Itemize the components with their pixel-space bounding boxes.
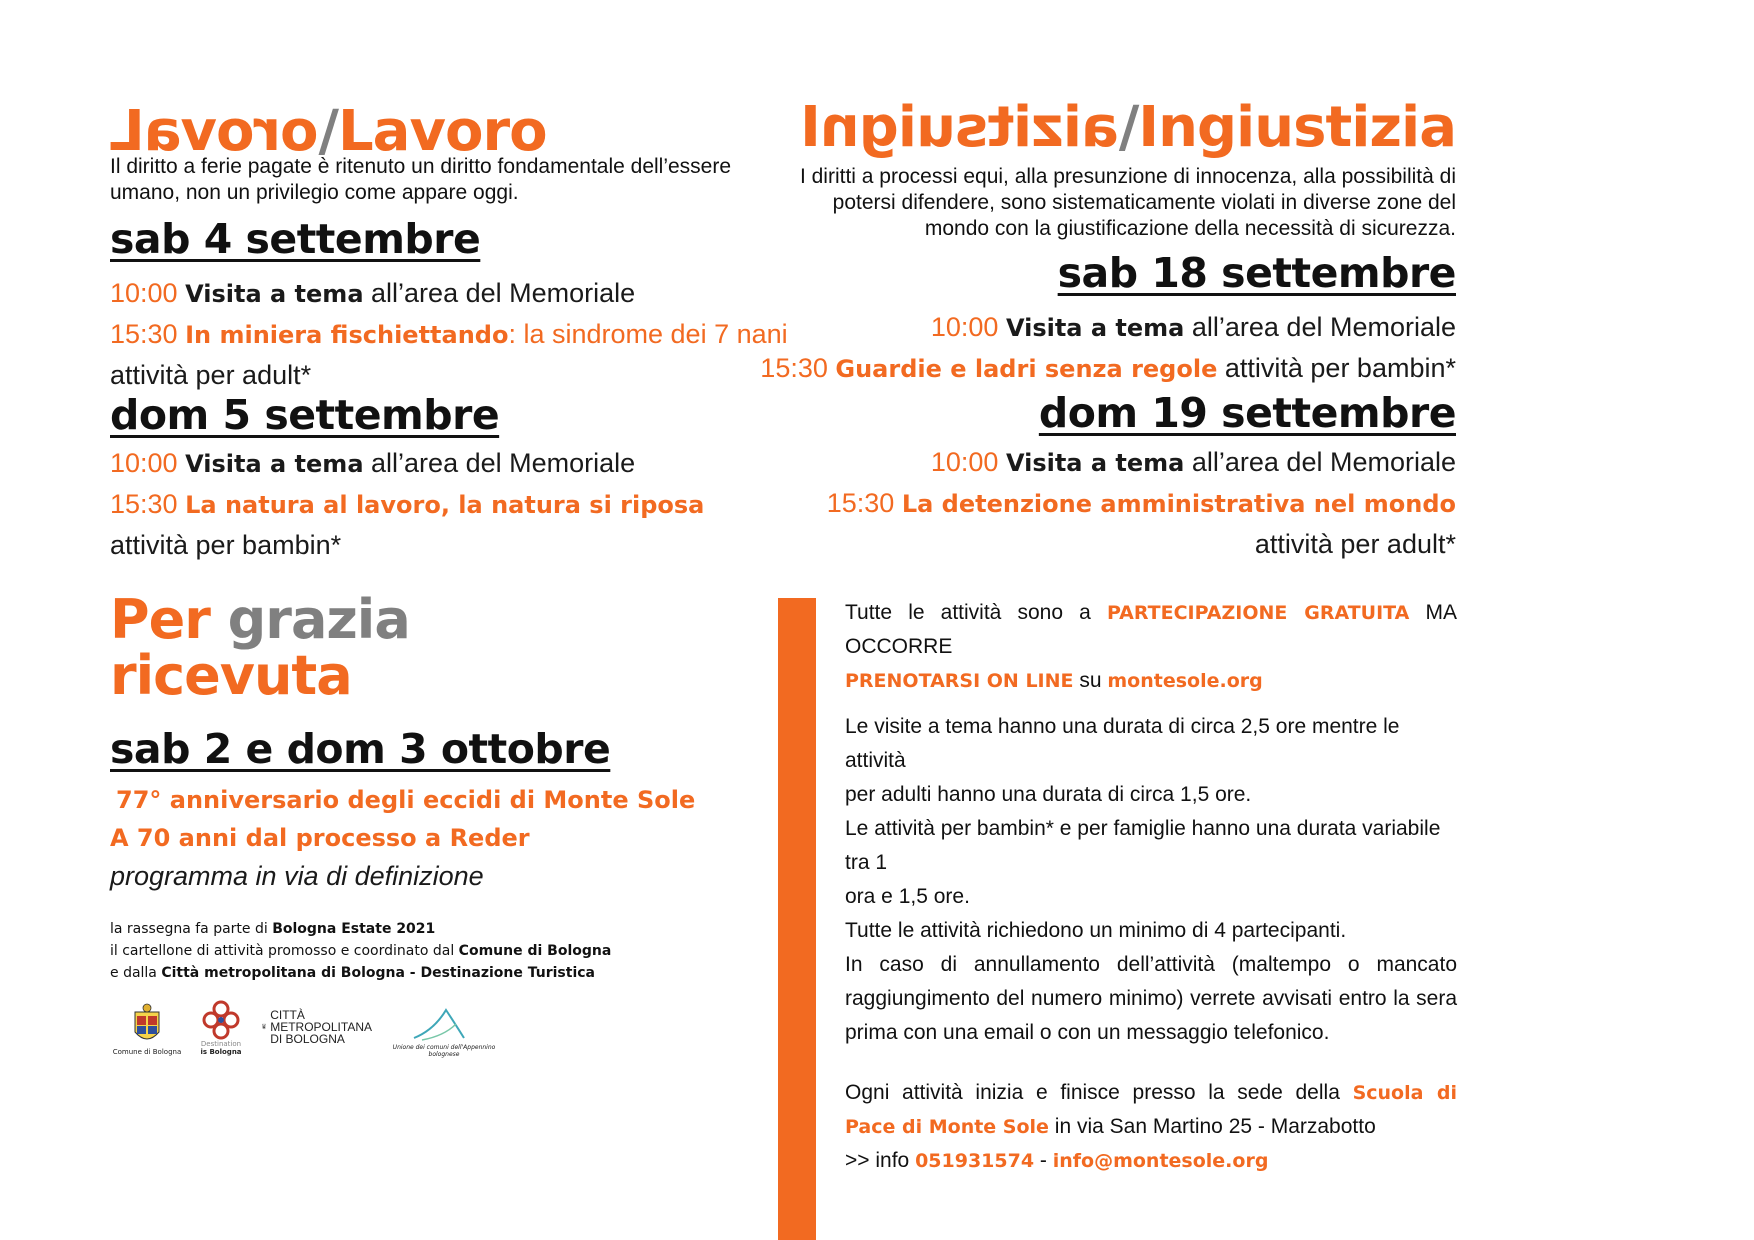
info-line: ora e 1,5 ore.	[845, 885, 970, 908]
title-word: ricevuta	[110, 644, 352, 707]
intro-line: I diritti a processi equi, alla presunzione di innocenza, alla possibilità di	[799, 165, 1456, 188]
credit-bold: Bologna Estate 2021	[272, 921, 436, 937]
info-line: Le visite a tema hanno una durata di circa 2,5 ore mentre le attività	[845, 715, 1400, 772]
logo-citta-metropolitana	[262, 1002, 372, 1052]
citta-line: CITTÀ	[270, 1008, 305, 1022]
event-title: Visita a tema	[1005, 314, 1185, 342]
credit-line	[110, 962, 611, 984]
event-item	[110, 484, 704, 525]
info-line: per adulti hanno una durata di circa 1,5 ore.	[845, 783, 1252, 806]
info-text: >> info	[845, 1149, 916, 1172]
citta-text	[270, 1009, 372, 1045]
credit-text: il cartellone di attività promosso e coordinato dal	[110, 943, 459, 959]
info-line	[845, 1110, 1457, 1144]
title-mirror: orovaL	[110, 99, 319, 164]
intro-line: potersi difendere, sono sistematicamente violati in diverse zone del	[832, 191, 1456, 214]
event-list	[827, 442, 1456, 564]
website-link[interactable]: montesole.org	[1107, 670, 1263, 692]
info-highlight: Pace di Monte Sole	[845, 1116, 1049, 1138]
event-line: A 70 anni dal processo a Reder	[110, 824, 530, 852]
event-item	[110, 443, 704, 484]
logo-caption: Destination	[200, 1040, 242, 1048]
info-text: MA OCCORRE	[845, 601, 1457, 658]
event-rest: all’area del Memoriale	[1191, 312, 1456, 342]
event-time: 10:00	[110, 448, 178, 478]
citta-line: METROPOLITANA	[270, 1020, 372, 1034]
title-word: Per	[110, 588, 210, 651]
credit-line	[110, 940, 611, 962]
coat-of-arms-icon	[127, 1002, 167, 1048]
destination-flower-icon	[199, 1000, 243, 1040]
mountain-wave-icon	[394, 1000, 494, 1044]
credit-text: e dalla	[110, 965, 162, 981]
logo-caption: Comune di Bologna	[112, 1048, 182, 1056]
date-heading: sab 18 settembre	[1057, 249, 1456, 297]
title-word: Ingiustizia	[1138, 95, 1456, 160]
event-line: 77° anniversario degli eccidi di Monte Sole	[116, 786, 696, 814]
event-item	[827, 442, 1456, 483]
event-time: 10:00	[930, 447, 999, 477]
info-line	[845, 1144, 1457, 1178]
info-line: prima con una email o con un messaggio telefonico.	[845, 1021, 1330, 1044]
citta-line: DI BOLOGNA	[270, 1032, 345, 1046]
info-line: In caso di annullamento dell’attività (maltempo o mancato	[845, 953, 1457, 976]
info-text: in via San Martino 25 - Marzabotto	[1048, 1115, 1376, 1138]
info-text: Ogni attività inizia e finisce presso la sede della	[845, 1081, 1353, 1104]
phone-link[interactable]: 051931574	[915, 1150, 1035, 1172]
intro-line: mondo con la giustificazione della necessità di sicurezza.	[924, 217, 1456, 240]
info-box	[845, 596, 1457, 1178]
info-paragraph	[845, 1076, 1457, 1178]
date-heading: dom 5 settembre	[110, 391, 500, 439]
info-text: -	[1034, 1149, 1053, 1172]
event-title: Visita a tema	[1005, 449, 1185, 477]
logo-destination-bologna	[196, 1000, 246, 1062]
title-separator: /	[318, 99, 338, 164]
info-line: raggiungimento del numero minimo) verrete avvisati entro la sera	[845, 987, 1457, 1010]
event-rest: all’area del Memoriale	[371, 278, 636, 308]
info-highlight: PARTECIPAZIONE GRATUITA	[1106, 602, 1410, 624]
info-highlight: PRENOTARSI ON LINE	[845, 670, 1074, 692]
event-title: Guardie e ladri senza regole	[835, 355, 1218, 383]
title-word: grazia	[227, 588, 410, 651]
event-title: La natura al lavoro, la natura si riposa	[185, 491, 705, 519]
intro-lavoro	[110, 154, 731, 206]
event-item	[760, 307, 1456, 348]
event-item	[827, 483, 1456, 524]
logo-caption: Unione dei comuni dell'Appennino bolognese	[392, 1044, 496, 1058]
section-title-per-grazia	[110, 588, 410, 707]
info-paragraph	[845, 596, 1457, 698]
event-rest: : la sindrome dei 7 nani	[508, 319, 788, 349]
intro-line: Il diritto a ferie pagate è ritenuto un diritto fondamentale dell’essere	[110, 155, 732, 178]
title-word: Lavoro	[338, 99, 547, 164]
logo-caption: is Bologna	[200, 1048, 242, 1056]
info-line: Tutte le attività richiedono un minimo di 4 partecipanti.	[845, 919, 1347, 942]
event-item	[760, 348, 1456, 389]
info-highlight: Scuola di	[1352, 1082, 1458, 1104]
logo-unione-appennino	[386, 1000, 502, 1060]
event-item	[110, 314, 788, 355]
info-text: Tutte le attività sono a	[845, 601, 1107, 624]
title-separator: /	[1118, 95, 1139, 160]
event-title: Visita a tema	[185, 280, 364, 308]
date-heading: sab 2 e dom 3 ottobre	[110, 725, 611, 773]
event-note: attività per adult*	[1254, 529, 1456, 559]
credits	[110, 918, 611, 984]
credit-line	[110, 918, 611, 940]
event-title: La detenzione amministrativa nel mondo	[901, 490, 1456, 518]
event-time: 10:00	[110, 278, 178, 308]
event-list	[760, 307, 1456, 389]
section-title-lavoro	[110, 99, 547, 164]
event-rest: all’area del Memoriale	[1191, 447, 1456, 477]
event-item	[110, 273, 788, 314]
event-note: attività per bambin*	[110, 530, 342, 560]
event-note: attività per adult*	[110, 360, 312, 390]
intro-line: umano, non un privilegio come appare oggi.	[110, 181, 519, 204]
title-mirror: aizitsuignI	[801, 95, 1119, 160]
event-line: programma in via di definizione	[110, 861, 484, 891]
section-title-ingiustizia	[801, 95, 1456, 160]
info-text: su	[1073, 669, 1108, 692]
accent-bar	[778, 598, 816, 1240]
intro-ingiustizia	[800, 164, 1456, 242]
event-list	[110, 273, 788, 395]
event-rest: attività per bambin*	[1224, 353, 1456, 383]
info-paragraph	[845, 710, 1457, 1050]
event-time: 15:30	[110, 319, 178, 349]
date-heading: sab 4 settembre	[110, 215, 481, 263]
credit-bold: Comune di Bologna	[458, 943, 612, 959]
event-title: Visita a tema	[185, 450, 364, 478]
event-title: In miniera fischiettando	[185, 321, 509, 349]
event-list	[110, 781, 695, 895]
event-time: 15:30	[760, 353, 828, 383]
date-heading: dom 19 settembre	[1038, 389, 1456, 437]
info-line: Le attività per bambin* e per famiglie hanno una durata variabile tra 1	[845, 817, 1441, 874]
event-list	[110, 443, 704, 565]
event-time: 10:00	[930, 312, 999, 342]
credit-bold: Città metropolitana di Bologna - Destinazione Turistica	[161, 965, 595, 981]
logo-comune-bologna	[112, 1002, 182, 1062]
lion-shield-icon	[262, 1004, 266, 1050]
event-time: 15:30	[110, 489, 178, 519]
event-rest: all’area del Memoriale	[371, 448, 636, 478]
info-line	[845, 1076, 1457, 1110]
event-time: 15:30	[826, 488, 895, 518]
credit-text: la rassegna fa parte di	[110, 921, 273, 937]
email-link[interactable]: info@montesole.org	[1052, 1150, 1269, 1172]
